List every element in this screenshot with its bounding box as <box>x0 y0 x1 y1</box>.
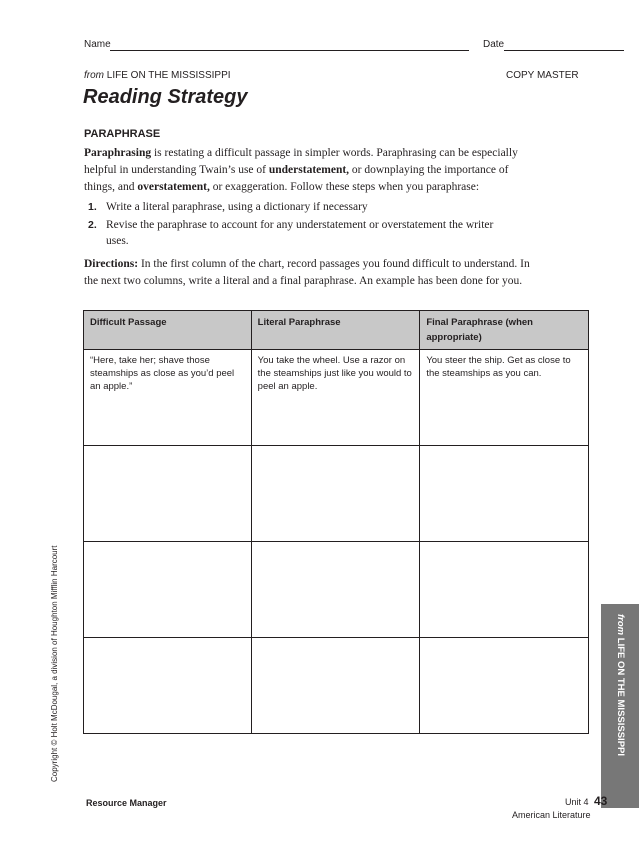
header-literal-paraphrase: Literal Paraphrase <box>251 311 420 350</box>
cell-literal-paraphrase[interactable] <box>251 638 420 734</box>
intro-term: overstatement, <box>137 181 210 193</box>
page-number: 43 <box>594 794 608 808</box>
cell-final-paraphrase[interactable]: You steer the ship. Get as close to the steamships as you can. <box>420 350 589 446</box>
step-text: Revise the paraphrase to account for any understatement or overstatement the writer uses. <box>106 219 494 247</box>
table-row <box>84 638 589 734</box>
page-title: Reading Strategy <box>83 86 248 108</box>
intro-text: or exaggeration. Follow these steps when you paraphrase: <box>209 181 480 193</box>
cell-difficult-passage[interactable] <box>84 446 252 542</box>
source-from: from <box>84 70 104 81</box>
name-label: Name <box>84 39 111 50</box>
cell-final-paraphrase[interactable] <box>420 638 589 734</box>
side-tab-from: from <box>615 614 626 636</box>
step-item <box>88 199 518 215</box>
side-tab-label <box>615 614 626 756</box>
footer-unit: Unit 4 <box>565 797 589 807</box>
step-number: 2. <box>88 219 97 231</box>
cell-literal-paraphrase[interactable] <box>251 446 420 542</box>
cell-final-paraphrase[interactable] <box>420 446 589 542</box>
cell-literal-paraphrase[interactable]: You take the wheel. Use a razor on the steamships just like you would to peel an apple. <box>251 350 420 446</box>
footer-book-title: American Literature <box>512 810 591 820</box>
cell-literal-paraphrase[interactable] <box>251 542 420 638</box>
step-text: Write a literal paraphrase, using a dictionary if necessary <box>106 201 368 213</box>
table-row <box>84 350 589 446</box>
directions-label: Directions: <box>84 258 139 270</box>
step-item <box>88 217 518 249</box>
intro-paragraph <box>84 145 534 196</box>
chart-header-row <box>84 311 589 350</box>
source-title <box>84 70 231 81</box>
paraphrase-chart <box>83 310 589 734</box>
cell-final-paraphrase[interactable] <box>420 542 589 638</box>
copy-master-label: COPY MASTER <box>506 70 579 81</box>
cell-difficult-passage[interactable]: “Here, take her; shave those steamships as close as you’d peel an apple.” <box>84 350 252 446</box>
side-tab-title: LIFE ON THE MISSISSIPPI <box>615 637 626 757</box>
header-final-paraphrase: Final Paraphrase (when appropriate) <box>420 311 589 350</box>
intro-text: or downplaying the importance of things, and <box>84 164 509 193</box>
directions-text: In the first column of the chart, record passages you found difficult to understand. In the next two columns, write a literal and a final paraphrase. An example has been done for you. <box>84 258 530 287</box>
source-work: LIFE ON THE MISSISSIPPI <box>106 70 231 81</box>
header-difficult-passage: Difficult Passage <box>84 311 252 350</box>
date-label: Date <box>483 39 505 50</box>
cell-difficult-passage[interactable] <box>84 542 252 638</box>
table-row <box>84 446 589 542</box>
date-line[interactable] <box>504 50 624 51</box>
table-row <box>84 542 589 638</box>
intro-text: is restating a difficult passage in simpler words. Paraphrasing can be especially helpful in understanding Twain’s use of <box>84 147 518 176</box>
intro-term: understatement, <box>268 164 350 176</box>
cell-difficult-passage[interactable] <box>84 638 252 734</box>
copyright-notice: Copyright © Holt McDougal, a division of Houghton Mifflin Harcourt <box>50 545 59 782</box>
intro-term: Paraphrasing <box>84 147 152 159</box>
step-number: 1. <box>88 201 97 213</box>
name-line[interactable] <box>110 50 469 51</box>
directions-paragraph <box>84 256 534 290</box>
footer-resource-manager: Resource Manager <box>86 798 167 808</box>
steps-list <box>88 199 518 251</box>
section-heading: PARAPHRASE <box>84 128 161 140</box>
